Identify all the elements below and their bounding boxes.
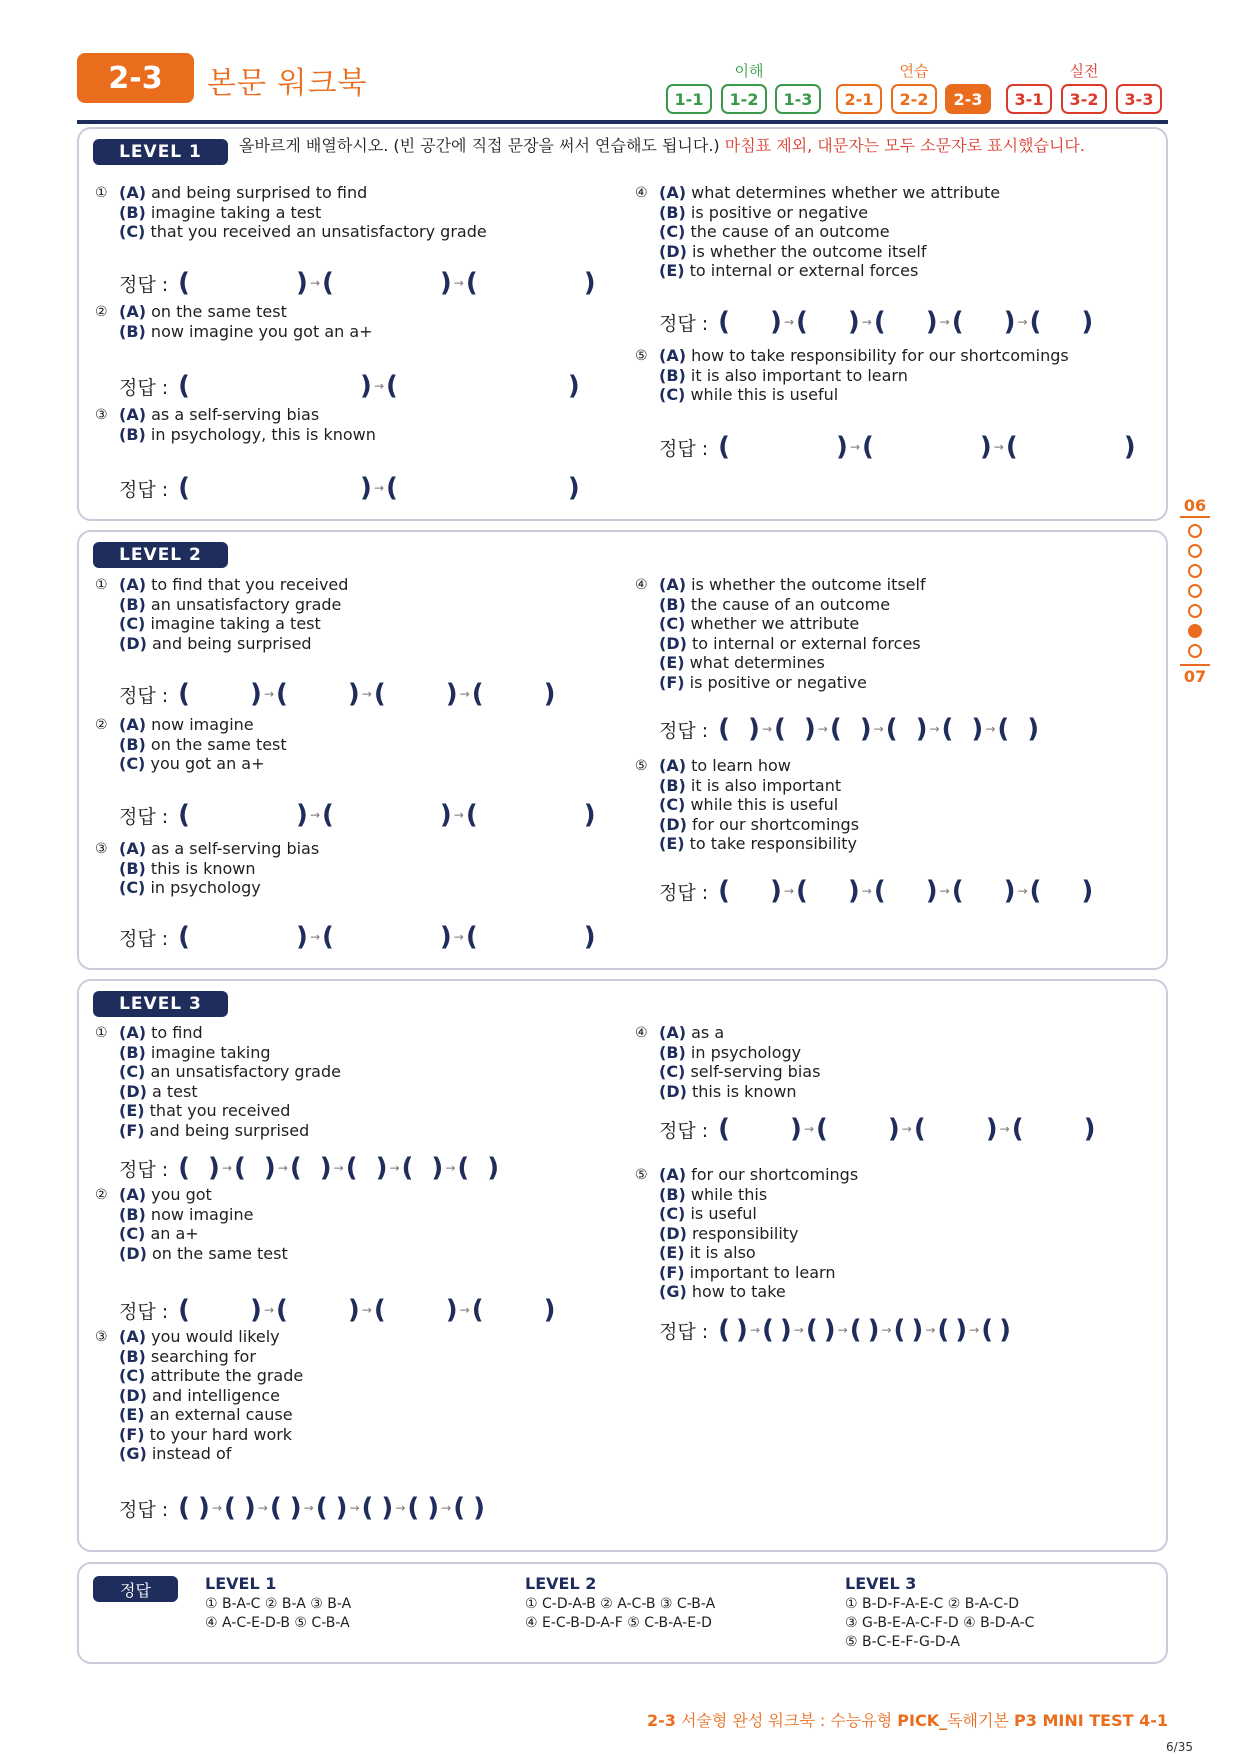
item-a: as a	[691, 1023, 725, 1042]
item-b: imagine taking a test	[150, 202, 322, 222]
page-progress	[1180, 496, 1210, 686]
answer-key-level-2	[525, 1574, 715, 1633]
answer-label: 정답 :	[119, 1158, 169, 1181]
question-5: ⑤ (A) how to take responsibility for our shortcomings (B) it is also important to learn (C) while this is useful	[635, 346, 1069, 404]
question-number: ⑤	[635, 758, 648, 774]
question-2: ② (A) you got (B) now imagine (C) an a+ (D) on the same test	[95, 1185, 288, 1263]
category-practice: 연습	[899, 62, 929, 80]
answer-label: 정답 :	[659, 437, 709, 460]
answer-line-5[interactable]: 정답 : ( ) → ( ) → ( ) → ( ) → ( )	[659, 876, 1094, 906]
page-title: 본문 워크북	[207, 66, 368, 101]
answer-line-1[interactable]: 정답 : ( ) → ( ) → ( ) → ( ) → ( ) → ( )	[119, 1153, 500, 1183]
answer-key-line: ③ G-B-E-A-C-F-D ④ B-D-A-C	[845, 1615, 1035, 1631]
progress-end-label: 07	[1180, 664, 1210, 686]
item-e: to internal or external forces	[689, 261, 919, 280]
question-number: ①	[95, 1025, 108, 1041]
answer-label: 정답 :	[119, 273, 169, 296]
item-f: to your hard work	[149, 1424, 293, 1444]
answer-key-line: ① B-A-C ② B-A ③ B-A	[205, 1596, 352, 1612]
footer-title	[647, 1708, 1168, 1731]
item-b: it is also important	[690, 775, 842, 795]
answer-label: 정답 :	[119, 376, 169, 399]
question-5: ⑤ (A) for our shortcomings (B) while this (C) is useful (D) responsibility (E) it is also (F) important to learn (G) how to take	[635, 1165, 859, 1301]
item-a: what determines whether we attribute	[691, 183, 1001, 202]
item-d: on the same test	[152, 1243, 288, 1263]
question-3: ③ (A) as a self-serving bias (B) in psychology, this is known	[95, 405, 376, 444]
step-2-3[interactable]: 2-3	[945, 84, 991, 114]
item-e: that you received	[149, 1101, 291, 1120]
answer-label: 정답 :	[119, 1300, 169, 1323]
item-b: is positive or negative	[690, 202, 869, 222]
item-b: now imagine you got an a+	[150, 321, 373, 341]
answer-line-5[interactable]: 정답 : ( ) → ( ) → ( ) → ( ) → ( ) → ( ) → ( )	[659, 1315, 1011, 1345]
question-number: ②	[95, 304, 108, 320]
answer-line-2[interactable]: 정답 : ( ) → ( ) → ( ) → ( )	[119, 1295, 556, 1325]
item-e: it is also	[689, 1243, 756, 1262]
unit-badge: 2-3	[77, 53, 194, 103]
level-1-badge: LEVEL 1	[93, 139, 228, 165]
answer-label: 정답 :	[659, 1119, 709, 1142]
item-e: what determines	[689, 653, 825, 672]
item-c: self-serving bias	[690, 1062, 821, 1081]
item-a: and being surprised to find	[151, 183, 368, 202]
item-b: searching for	[150, 1346, 256, 1366]
item-d: and being surprised	[152, 633, 312, 653]
question-3: ③ (A) as a self-serving bias (B) this is known (C) in psychology	[95, 839, 320, 897]
category-real: 실전	[1069, 62, 1099, 80]
footer-pick: PICK_	[897, 1711, 948, 1730]
footer-text: 서술형 완성 워크북 : 수능유형	[675, 1711, 898, 1730]
item-c: an a+	[150, 1224, 199, 1243]
item-a: on the same test	[151, 302, 287, 321]
question-2: ② (A) now imagine (B) on the same test (C) you got an a+	[95, 715, 287, 773]
answer-label: 정답 :	[119, 478, 169, 501]
question-number: ③	[95, 841, 108, 857]
item-a: as a self-serving bias	[151, 405, 320, 424]
item-g: how to take	[691, 1282, 786, 1301]
step-2-1[interactable]: 2-1	[836, 84, 882, 114]
progress-dot-current	[1188, 624, 1202, 638]
item-c: an unsatisfactory grade	[150, 1062, 341, 1081]
item-d: a test	[152, 1081, 198, 1101]
answer-key-title: LEVEL 1	[205, 1574, 277, 1593]
item-d: this is known	[692, 1081, 797, 1101]
level-1-section	[77, 127, 1168, 521]
answer-label: 정답 :	[659, 881, 709, 904]
item-f: important to learn	[689, 1262, 836, 1282]
item-b: it is also important to learn	[690, 365, 908, 385]
answer-line-1[interactable]: 정답 : ( ) → ( ) → ( )	[119, 268, 596, 298]
item-a: to find that you received	[151, 575, 349, 594]
answer-key-badge: 정답	[93, 1576, 178, 1602]
answer-label: 정답 :	[119, 805, 169, 828]
answer-line-5[interactable]: 정답 : ( ) → ( ) → ( )	[659, 432, 1136, 462]
item-g: instead of	[151, 1444, 232, 1463]
step-1-1[interactable]: 1-1	[666, 84, 712, 114]
progress-dot	[1188, 544, 1202, 558]
answer-key-line: ⑤ B-C-E-F-G-D-A	[845, 1634, 961, 1650]
question-number: ①	[95, 577, 108, 593]
question-4: ④ (A) as a (B) in psychology (C) self-serving bias (D) this is known	[635, 1023, 821, 1101]
question-1: ① (A) to find that you received (B) an unsatisfactory grade (C) imagine taking a test (D) and being surprised	[95, 575, 349, 653]
item-d: for our shortcomings	[692, 814, 860, 834]
item-e: to take responsibility	[689, 834, 858, 853]
question-number: ②	[95, 1187, 108, 1203]
answer-line-4[interactable]: 정답 : ( ) → ( ) → ( ) → ( ) → ( ) → ( )	[659, 714, 1040, 744]
item-c: while this is useful	[690, 795, 839, 814]
question-number: ④	[635, 577, 648, 593]
question-number: ④	[635, 1025, 648, 1041]
question-number: ③	[95, 1329, 108, 1345]
step-2-2[interactable]: 2-2	[891, 84, 937, 114]
answer-line-1[interactable]: 정답 : ( ) → ( ) → ( ) → ( )	[119, 679, 556, 709]
step-3-3[interactable]: 3-3	[1116, 84, 1162, 114]
item-c: imagine taking a test	[150, 614, 321, 633]
progress-dot	[1188, 584, 1202, 598]
item-d: is whether the outcome itself	[692, 241, 927, 261]
answer-label: 정답 :	[659, 719, 709, 742]
answer-line-3[interactable]: 정답 : ( ) → ( ) → ( ) → ( ) → ( ) → ( ) → ( )	[119, 1493, 485, 1523]
question-3: ③ (A) you would likely (B) searching for (C) attribute the grade (D) and intelligence (E) an external cause (F) to your hard work (G) instead of	[95, 1327, 304, 1463]
progress-dot	[1188, 604, 1202, 618]
step-3-1[interactable]: 3-1	[1006, 84, 1052, 114]
item-c: in psychology	[150, 878, 261, 897]
answer-key-title: LEVEL 2	[525, 1574, 597, 1593]
answer-label: 정답 :	[119, 927, 169, 950]
item-b: now imagine	[150, 1204, 254, 1224]
item-b: while this	[690, 1184, 768, 1204]
answer-line-2[interactable]: 정답 : ( ) → ( )	[119, 371, 580, 401]
item-a: for our shortcomings	[691, 1165, 859, 1184]
level-2-badge: LEVEL 2	[93, 542, 228, 568]
answer-label: 정답 :	[659, 1320, 709, 1343]
item-a: to learn how	[691, 756, 791, 775]
question-1: ① (A) and being surprised to find (B) imagine taking a test (C) that you received an unsatisfactory grade	[95, 183, 487, 241]
footer-test: P3 MINI TEST 4-1	[1014, 1711, 1168, 1730]
item-c: attribute the grade	[150, 1366, 304, 1385]
answer-label: 정답 :	[119, 1498, 169, 1521]
step-1-2[interactable]: 1-2	[721, 84, 767, 114]
item-c: you got an a+	[150, 754, 265, 773]
step-1-3[interactable]: 1-3	[775, 84, 821, 114]
level-2-section	[77, 530, 1168, 970]
progress-start-label: 06	[1180, 496, 1210, 518]
instruction	[239, 136, 1159, 156]
category-understand: 이해	[734, 62, 764, 80]
answer-key-line: ④ A-C-E-D-B ⑤ C-B-A	[205, 1615, 350, 1631]
question-number: ⑤	[635, 1167, 648, 1183]
question-1: ① (A) to find (B) imagine taking (C) an unsatisfactory grade (D) a test (E) that you received (F) and being surprised	[95, 1023, 341, 1140]
item-b: on the same test	[150, 734, 287, 754]
item-c: whether we attribute	[690, 614, 860, 633]
item-c: that you received an unsatisfactory grade	[150, 222, 487, 241]
item-b: this is known	[150, 858, 256, 878]
item-a: as a self-serving bias	[151, 839, 320, 858]
answer-key-level-1	[205, 1574, 351, 1633]
progress-dot	[1188, 524, 1202, 538]
question-number: ④	[635, 185, 648, 201]
progress-dot	[1188, 564, 1202, 578]
instruction-note: 마침표 제외, 대문자는 모두 소문자로 표시했습니다.	[724, 136, 1085, 155]
answer-line-3[interactable]: 정답 : ( ) → ( )	[119, 473, 580, 503]
item-c: while this is useful	[690, 385, 839, 404]
item-e: an external cause	[149, 1405, 293, 1424]
header-divider	[77, 120, 1168, 124]
item-a: now imagine	[151, 715, 254, 734]
item-c: is useful	[690, 1204, 757, 1223]
answer-label: 정답 :	[119, 684, 169, 707]
item-c: the cause of an outcome	[690, 222, 890, 241]
instruction-text: 올바르게 배열하시오. (빈 공간에 직접 문장을 써서 연습해도 됩니다.)	[239, 136, 720, 155]
answer-line-4[interactable]: 정답 : ( ) → ( ) → ( ) → ( )	[659, 1114, 1096, 1144]
question-number: ⑤	[635, 348, 648, 364]
level-3-section	[77, 979, 1168, 1552]
answer-key-line: ① C-D-A-B ② A-C-B ③ C-B-A	[525, 1596, 716, 1612]
answer-key-line: ① B-D-F-A-E-C ② B-A-C-D	[845, 1596, 1020, 1612]
answer-line-3[interactable]: 정답 : ( ) → ( ) → ( )	[119, 922, 596, 952]
item-b: in psychology	[690, 1042, 802, 1062]
question-number: ③	[95, 407, 108, 423]
item-a: is whether the outcome itself	[691, 575, 926, 594]
question-4: ④ (A) what determines whether we attribute (B) is positive or negative (C) the cause of an outcome (D) is whether the outcome itself (E) to internal or external forces	[635, 183, 1001, 280]
item-d: to internal or external forces	[692, 633, 921, 653]
question-2: ② (A) on the same test (B) now imagine you got an a+	[95, 302, 373, 341]
answer-line-2[interactable]: 정답 : ( ) → ( ) → ( )	[119, 800, 596, 830]
item-d: and intelligence	[152, 1385, 281, 1405]
item-b: the cause of an outcome	[690, 594, 891, 614]
answer-key-title: LEVEL 3	[845, 1574, 917, 1593]
answer-line-4[interactable]: 정답 : ( ) → ( ) → ( ) → ( ) → ( )	[659, 307, 1094, 337]
footer-book: 독해기본	[947, 1711, 1015, 1730]
item-f: and being surprised	[149, 1120, 310, 1140]
item-a: you got	[151, 1185, 212, 1204]
footer-unit: 2-3	[646, 1711, 676, 1730]
item-a: to find	[151, 1023, 203, 1042]
progress-dot	[1188, 644, 1202, 658]
question-number: ①	[95, 185, 108, 201]
page-number: 6/35	[1166, 1740, 1193, 1754]
level-3-badge: LEVEL 3	[93, 991, 228, 1017]
item-a: how to take responsibility for our shortcomings	[691, 346, 1069, 365]
step-3-2[interactable]: 3-2	[1061, 84, 1107, 114]
item-b: an unsatisfactory grade	[150, 594, 342, 614]
answer-key-section	[77, 1562, 1168, 1664]
answer-key-line: ④ E-C-B-D-A-F ⑤ C-B-A-E-D	[525, 1615, 712, 1631]
item-b: imagine taking	[150, 1042, 271, 1062]
question-5: ⑤ (A) to learn how (B) it is also important (C) while this is useful (D) for our shortcomings (E) to take responsibility	[635, 756, 860, 853]
question-number: ②	[95, 717, 108, 733]
item-d: responsibility	[692, 1223, 799, 1243]
answer-key-level-3	[845, 1574, 1034, 1652]
answer-label: 정답 :	[659, 312, 709, 335]
item-b: in psychology, this is known	[150, 424, 376, 444]
item-a: you would likely	[151, 1327, 280, 1346]
question-4: ④ (A) is whether the outcome itself (B) the cause of an outcome (C) whether we attribute (D) to internal or external forces (E) what determines (F) is positive or negative	[635, 575, 926, 692]
item-f: is positive or negative	[689, 672, 867, 692]
